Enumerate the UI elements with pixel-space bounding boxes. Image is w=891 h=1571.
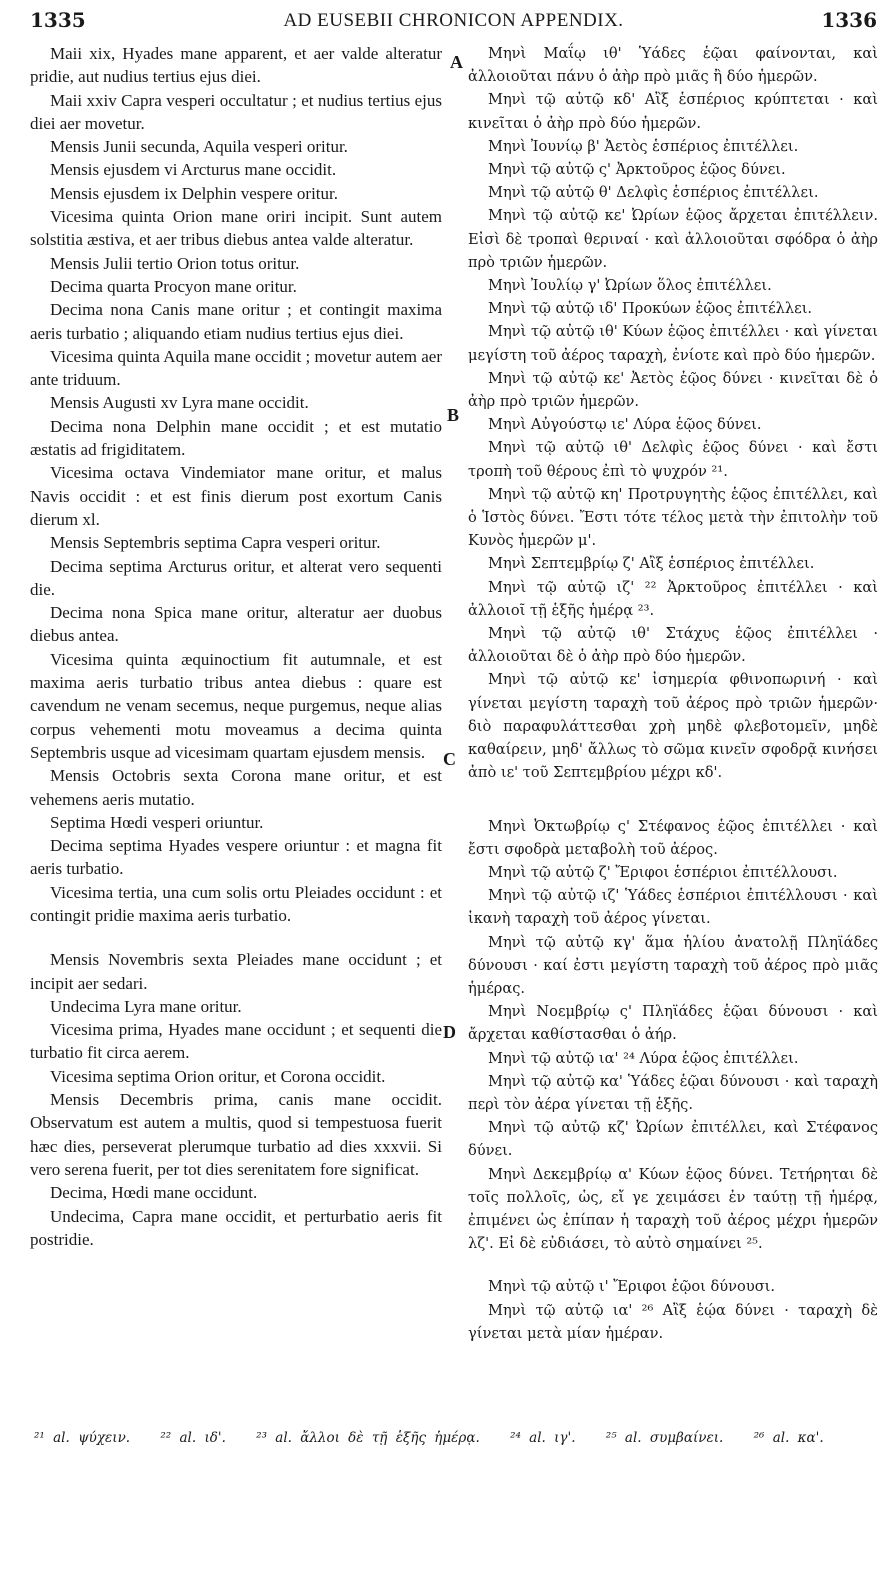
latin-paragraph: Septima Hœdi vesperi oriuntur. — [50, 812, 264, 832]
greek-paragraph: Μηνὶ τῷ αὐτῷ ιδ' Προκύων ἑῷος ἐπιτέλλει. — [488, 300, 813, 318]
greek-paragraph: Μηνὶ Σεπτεμβρίῳ ζ' Αἲξ ἑσπέριος ἐπιτέλλει. — [488, 555, 815, 573]
latin-paragraph: Decima nona Delphin mane occidit ; et est mutatio æstatis ad frigiditatem. — [30, 416, 442, 460]
greek-paragraph: Μηνὶ τῷ αὐτῷ κη' Προτρυγητὴς ἑῷος ἐπιτέλλει, καὶ ὁ Ἱστὸς δύνει. Ἔστι τότε τέλος μετὰ τὴν ἐπιτολὴν τοῦ Κυνὸς ἡμερῶν μ'. — [468, 485, 878, 550]
latin-paragraph: Decima, Hœdi mane occidunt. — [50, 1183, 258, 1203]
greek-paragraph: Μηνὶ τῷ αὐτῷ ιζ' Ὑάδες ἑσπέριοι ἐπιτέλλουσι · καὶ ἱκανὴ ταραχὴ τοῦ ἀέρος γίνεται. — [468, 887, 878, 928]
running-title: AD EUSEBII CHRONICON APPENDIX. — [283, 10, 624, 31]
greek-paragraph: Μηνὶ τῷ αὐτῷ ι' Ἔριφοι ἑῷοι δύνουσι. — [488, 1278, 776, 1296]
latin-paragraph: Mensis ejusdem ix Delphin vespere oritur. — [50, 183, 339, 203]
footnote: ²⁶ al. κα'. — [753, 1430, 824, 1446]
greek-paragraph: Μηνὶ Αὐγούστῳ ιε' Λύρα ἑῷος δύνει. — [488, 416, 762, 434]
latin-paragraph: Mensis Septembris septima Capra vesperi oritur. — [50, 533, 381, 553]
latin-paragraph: Vicesima quinta Orion mane oriri incipit. Sunt autem solstitia æstiva, et aer tribus diebus antea valde alteratur. — [30, 207, 442, 250]
latin-paragraph: Vicesima prima, Hyades mane occidunt ; et sequenti die turbatio fit circa aerem. — [30, 1020, 442, 1063]
latin-paragraph: Mensis Augusti xv Lyra mane occidit. — [50, 393, 309, 413]
footnote: ²³ al. ἄλλοι δὲ τῇ ἑξῆς ἡμέρᾳ. — [256, 1430, 480, 1446]
latin-paragraph: Undecima Lyra mane oritur. — [50, 996, 242, 1016]
footnote: ²⁵ al. συμβαίνει. — [605, 1430, 724, 1446]
latin-paragraph: Decima nona Canis mane oritur ; et contingit maxima aeris turbatio ; aliquando etiam nudius tertius ejus diei. — [30, 300, 442, 343]
greek-column — [468, 42, 878, 1345]
latin-paragraph: Vicesima quinta Aquila mane occidit ; movetur autem aer ante triduum. — [30, 346, 442, 390]
latin-paragraph: Mensis Novembris sexta Pleiades mane occidunt ; et incipit aer sedari. — [30, 950, 442, 993]
greek-paragraph: Μηνὶ τῷ αὐτῷ θ' Δελφὶς ἑσπέριος ἐπιτέλλει. — [488, 184, 819, 202]
latin-paragraph: Maii xxiv Capra vesperi occultatur ; et nudius tertius ejus diei aer movetur. — [30, 90, 442, 133]
latin-paragraph: Vicesima septima Orion oritur, et Corona occidit. — [50, 1066, 386, 1086]
greek-paragraph: Μηνὶ τῷ αὐτῷ ς' Ἀρκτοῦρος ἑῷος δύνει. — [488, 161, 786, 179]
greek-paragraph: Μηνὶ τῷ αὐτῷ κδ' Αἲξ ἑσπέριος κρύπτεται · καὶ κινεῖται ὁ ἀὴρ πρὸ δύο ἡμερῶν. — [468, 91, 878, 132]
greek-paragraph: Μηνὶ τῷ αὐτῷ κζ' Ὠρίων ἐπιτέλλει, καὶ Στέφανος δύνει. — [468, 1119, 878, 1160]
greek-paragraph: Μηνὶ τῷ αὐτῷ κα' Ὑάδες ἑῷαι δύνουσι · καὶ ταραχὴ περὶ τὸν ἀέρα γίνεται τῇ ἑξῆς. — [468, 1072, 878, 1113]
latin-paragraph: Mensis Decembris prima, canis mane occidit. Observatum est autem a multis, quod si tempestuosa fuerit hæc dies, perseverat plerumque turbatio ad dies xxxvii. Si vero serena fuerit, per tot dies serenitatem fore significat. — [30, 1090, 442, 1179]
footnote: ²² al. ιδ'. — [160, 1430, 226, 1446]
greek-paragraph: Μηνὶ τῷ αὐτῷ ιθ' Στάχυς ἑῷος ἐπιτέλλει · ἀλλοιοῦται δὲ ὁ ἀὴρ πρὸ δύο ἡμερῶν. — [468, 625, 878, 666]
footnote: ²⁴ al. ιγ'. — [510, 1430, 576, 1446]
greek-paragraph: Μηνὶ Νοεμβρίῳ ς' Πληϊάδες ἑῷαι δύνουσι · καὶ ἄρχεται καθίστασθαι ὁ ἀήρ. — [468, 1003, 878, 1044]
footnotes — [34, 1430, 871, 1446]
greek-paragraph: Μηνὶ τῷ αὐτῷ ιθ' Κύων ἑῷος ἐπιτέλλει · καὶ γίνεται μεγίστη τοῦ ἀέρος ταραχὴ, ἐνίοτε καὶ πρὸ δύο ἡμερῶν. — [468, 323, 878, 364]
latin-paragraph: Decima nona Spica mane oritur, alteratur aer duobus diebus antea. — [30, 603, 442, 646]
section-marker-d: D — [443, 1022, 456, 1042]
greek-paragraph: Μηνὶ τῷ αὐτῷ ζ' Ἔριφοι ἑσπέριοι ἐπιτέλλουσι. — [488, 863, 838, 881]
latin-paragraph: Decima septima Arcturus oritur, et alterat vero sequenti die. — [30, 556, 442, 599]
section-marker-c: C — [443, 749, 456, 769]
page-number-right: 1336 — [821, 8, 877, 32]
greek-paragraph: Μηνὶ τῷ αὐτῷ ια' ²⁴ Λύρα ἑῷος ἐπιτέλλει. — [488, 1049, 799, 1067]
section-marker-a: A — [450, 52, 463, 72]
greek-paragraph: Μηνὶ Ἰουλίῳ γ' Ὠρίων ὅλος ἐπιτέλλει. — [488, 277, 772, 295]
latin-paragraph: Mensis Octobris sexta Corona mane oritur, et est vehemens aeris mutatio. — [30, 766, 442, 809]
latin-paragraph: Mensis Junii secunda, Aquila vesperi oritur. — [50, 137, 348, 157]
section-marker-b: B — [447, 405, 460, 425]
latin-paragraph: Vicesima octava Vindemiator mane oritur, et malus Navis occidit : et est finis dierum post exortum Canis dierum xl. — [30, 463, 442, 529]
latin-paragraph: Mensis Julii tertio Orion totus oritur. — [50, 253, 300, 273]
greek-paragraph: Μηνὶ Ἰουνίῳ β' Ἀετὸς ἑσπέριος ἐπιτέλλει. — [488, 137, 799, 155]
latin-paragraph: Mensis ejusdem vi Arcturus mane occidit. — [50, 160, 337, 180]
latin-paragraph: Vicesima quinta æquinoctium fit autumnale, et est maxima aeris turbatio tribus antea diebus : quare est cavendum ne venam secemus, neque purgemus, neque alias corpus vehementi motu moveamus a decima quinta Septembris usque ad vicesimam quartam ejusdem mensis. — [30, 649, 442, 762]
greek-paragraph: Μηνὶ Ὀκτωβρίῳ ς' Στέφανος ἑῷος ἐπιτέλλει · καὶ ἔστι σφοδρὰ μεταβολὴ τοῦ ἀέρος. — [468, 817, 878, 858]
greek-paragraph: Μηνὶ τῷ αὐτῷ ιζ' ²² Ἀρκτοῦρος ἐπιτέλλει · καὶ ἀλλοιοῖ τῇ ἑξῆς ἡμέρᾳ ²³. — [468, 578, 878, 619]
latin-column — [30, 42, 442, 1251]
greek-paragraph: Μηνὶ Δεκεμβρίῳ α' Κύων ἑῷος δύνει. Τετήρηται δὲ τοῖς πολλοῖς, ὡς, εἴ γε χειμάσει ἐν ταύτῃ τῇ ἡμέρᾳ, ἐπιμένει ὡς ἐπίπαν ἡ ταραχὴ τοῦ ἀέρος μέχρι ἡμερῶν λζ'. Εἰ δὲ εὐδιάσει, τὸ αὐτὸ σημαίνει ²⁵. — [468, 1165, 878, 1253]
page-number-left: 1335 — [30, 8, 86, 32]
greek-paragraph: Μηνὶ τῷ αὐτῷ κε' Ὠρίων ἑῷος ἄρχεται ἐπιτέλλειν. Εἰσὶ δὲ τροπαὶ θεριναί · καὶ ἀλλοιοῦται σφόδρα ὁ ἀὴρ πρὸ τριῶν ἡμερῶν. — [468, 207, 878, 271]
running-header — [30, 6, 877, 42]
greek-paragraph: Μηνὶ τῷ αὐτῷ ια' ²⁶ Αἲξ ἑῴα δύνει · ταραχὴ δὲ γίνεται μετὰ μίαν ἡμέραν. — [468, 1301, 878, 1342]
greek-paragraph: Μηνὶ τῷ αὐτῷ κγ' ἅμα ἡλίου ἀνατολῇ Πληϊάδες δύνουσι · καί ἐστι μεγίστη ταραχὴ τοῦ ἀέρος πρὸ μιᾶς ἡμέρας. — [468, 933, 878, 997]
greek-paragraph: Μηνὶ τῷ αὐτῷ ιθ' Δελφὶς ἑῷος δύνει · καὶ ἔστι τροπὴ τοῦ θέρους ἐπὶ τὸ ψυχρόν ²¹. — [468, 439, 878, 480]
greek-paragraph: Μηνὶ Μαΐῳ ιθ' Ὑάδες ἑῷαι φαίνονται, καὶ ἀλλοιοῦται πάνυ ὁ ἀὴρ πρὸ μιᾶς ἢ δύο ἡμερῶν. — [468, 45, 878, 86]
latin-paragraph: Maii xix, Hyades mane apparent, et aer valde alteratur pridie, aut nudius tertius ejus diei. — [30, 44, 442, 87]
footnote: ²¹ al. ψύχειν. — [34, 1430, 131, 1446]
latin-paragraph: Decima septima Hyades vespere oriuntur : et magna fit aeris turbatio. — [30, 836, 442, 879]
latin-paragraph: Decima quarta Procyon mane oritur. — [50, 276, 297, 296]
latin-paragraph: Undecima, Capra mane occidit, et perturbatio aeris fit postridie. — [30, 1206, 442, 1249]
latin-paragraph: Vicesima tertia, una cum solis ortu Pleiades occidunt : et contingit pridie maxima aeris turbatio. — [30, 882, 442, 925]
greek-paragraph: Μηνὶ τῷ αὐτῷ κε' Ἀετὸς ἑῷος δύνει · κινεῖται δὲ ὁ ἀὴρ πρὸ τριῶν ἡμερῶν. — [468, 369, 878, 411]
greek-paragraph: Μηνὶ τῷ αὐτῷ κε' ἰσημερία φθινοπωρινή · καὶ γίνεται μεγίστη ταραχὴ τοῦ ἀέρος πρὸ τριῶν ἡμερῶν· διὸ παραφυλάττεσθαι χρὴ μηδὲ φλεβοτομεῖν, μηδὲ καθαίρειν, μηδ' ἄλλως τὸ σῶμα κινεῖν σφοδρᾷ κινήσει ἀπὸ ιε' τοῦ Σεπτεμβρίου μέχρι κδ'. — [468, 671, 878, 782]
